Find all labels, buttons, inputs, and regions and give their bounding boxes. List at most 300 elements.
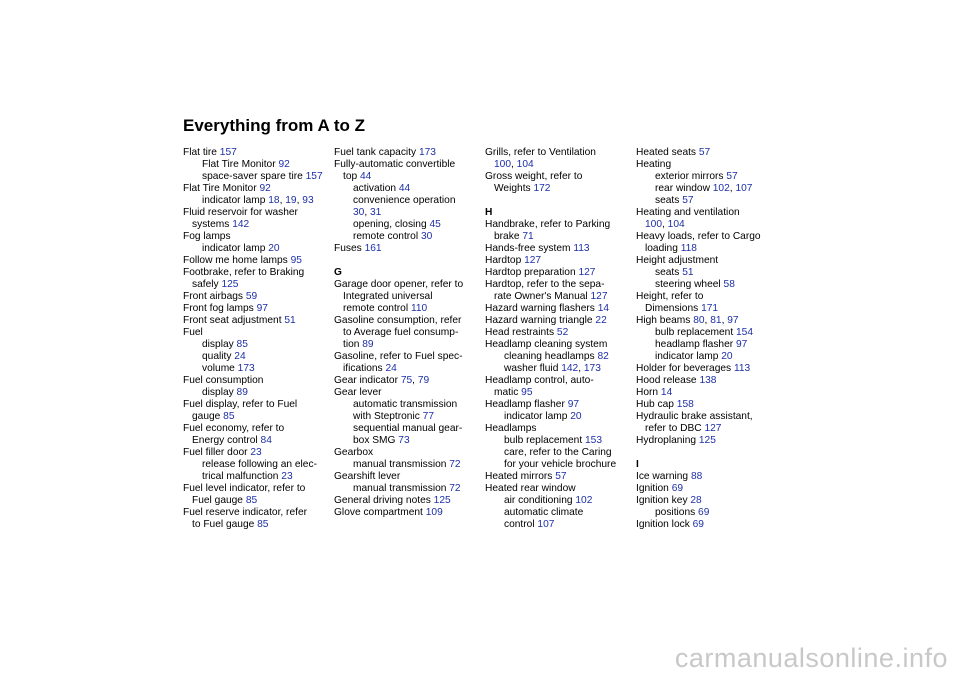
page-reference-link[interactable]: 125 [698,435,716,446]
index-subentry [485,459,627,471]
index-entry-continuation [636,243,778,255]
entry-text: space-saver spare tire [202,171,306,182]
index-entry [485,255,627,267]
entry-text: Gasoline, refer to Fuel spec- [334,351,463,362]
entry-text: Gear lever [334,387,382,398]
page-reference-link[interactable]: 77 [422,411,434,422]
index-subentry [183,471,325,483]
index-entry [485,171,627,183]
page-reference-link[interactable]: 75 [400,375,413,386]
page-reference-link[interactable]: 171 [701,303,719,314]
index-subentry [183,171,325,183]
entry-text: Hands-free system [485,243,574,254]
index-subentry [636,195,778,207]
index-entry [334,351,476,363]
page-reference-link[interactable]: 95 [290,255,302,266]
section-letter: G [334,267,342,278]
entry-text: sequential manual gear- [353,423,463,434]
index-entry [636,471,778,483]
entry-text: Hazard warning flashers [485,303,598,314]
page-reference-link[interactable]: 81 [710,315,722,326]
index-entry [636,147,778,159]
page-reference-link[interactable]: 138 [699,375,717,386]
entry-text: Fuel tank capacity [334,147,419,158]
entry-text: Weights [494,183,534,194]
index-column-3 [485,147,627,531]
entry-text: Height adjustment [636,255,719,266]
index-entry [183,267,325,279]
index-entry-continuation [334,303,476,315]
index-subentry [334,399,476,411]
entry-text: Hydraulic brake assistant, [636,411,753,422]
index-entry [636,207,778,219]
entry-text: exterior mirrors [655,171,727,182]
entry-text: Flat Tire Monitor [202,159,279,170]
entry-text: Flat Tire Monitor [183,183,260,194]
entry-text: Fuel display, refer to Fuel [183,399,298,410]
index-entry-continuation [334,291,476,303]
page-reference-link[interactable]: 97 [256,303,268,314]
entry-text: positions [655,507,699,518]
page-reference-link[interactable]: 52 [556,327,569,338]
page-reference-link[interactable]: 69 [671,483,684,494]
page-reference-link[interactable]: 142 [561,363,579,374]
index-entry [485,147,627,159]
page-reference-link[interactable]: 85 [245,495,258,506]
page-reference-link[interactable]: 95 [521,387,533,398]
entry-text: remote control [343,303,411,314]
index-entry-continuation [636,303,778,315]
index-subentry [183,159,325,171]
entry-text: Head restraints [485,327,557,338]
entry-text: Fog lamps [183,231,231,242]
entry-text: Hardtop, refer to the sepa- [485,279,605,290]
entry-text: bulb replacement [655,327,736,338]
index-entry [334,243,476,255]
index-subentry [636,279,778,291]
page-reference-link[interactable]: 127 [704,423,722,434]
index-column-2 [334,147,476,519]
index-subentry [334,219,476,231]
page-reference-link[interactable]: 31 [370,207,382,218]
entry-text: Hardtop [485,255,525,266]
entry-text: automatic climate [504,507,584,518]
page-reference-link[interactable]: 51 [284,315,296,326]
page-reference-link[interactable]: 51 [682,267,694,278]
index-entry [334,507,476,519]
section-spacer [334,255,476,267]
page-reference-link[interactable]: 154 [735,327,753,338]
entry-text: Fuel consumption [183,375,264,386]
index-entry [485,303,627,315]
index-entry [485,315,627,327]
index-subentry [636,339,778,351]
index-subentry [334,483,476,495]
entry-text: Heating and ventilation [636,207,740,218]
entry-text: safely [192,279,222,290]
page-reference-link[interactable]: 93 [302,195,314,206]
index-entry [485,279,627,291]
page-reference-link[interactable]: 28 [690,495,702,506]
index-entry [334,279,476,291]
index-entry [636,255,778,267]
index-entry [183,291,325,303]
page-reference-link[interactable]: 113 [733,363,751,374]
page-reference-link[interactable]: 104 [516,159,534,170]
entry-text: Heated rear window [485,483,576,494]
index-entry [636,519,778,531]
page-reference-link[interactable]: 161 [364,243,382,254]
entry-text: manual transmission [353,459,450,470]
page-reference-link[interactable]: 125 [433,495,451,506]
entry-text: trical malfunction [202,471,282,482]
entry-text: remote control [353,231,421,242]
page-reference-link[interactable]: 102 [712,183,730,194]
entry-text: Hardtop preparation [485,267,579,278]
index-subentry: washer fluid 142, 173 [504,363,601,374]
page-reference-link[interactable]: 173 [418,147,436,158]
entry-text: care, refer to the Caring [504,447,612,458]
page-reference-link[interactable]: 82 [597,351,609,362]
index-entry [183,507,325,519]
index-entry [183,303,325,315]
page-reference-link[interactable]: 73 [398,435,410,446]
index-entry-continuation [485,231,627,243]
index-entry-continuation: 100, 104 [494,159,534,170]
page-reference-link[interactable]: 23 [250,447,262,458]
index-entry [485,471,627,483]
page-reference-link[interactable]: 44 [360,171,372,182]
page-reference-link[interactable]: 20 [268,243,280,254]
page-reference-link[interactable]: 30 [353,207,365,218]
entry-text: box SMG [353,435,399,446]
index-subentry: 30, 31 [353,207,382,218]
page-reference-link[interactable]: 19 [285,195,297,206]
page-reference-link[interactable]: 84 [260,435,272,446]
entry-text: Hazard warning triangle [485,315,596,326]
page-reference-link[interactable]: 142 [232,219,250,230]
index-subentry [334,459,476,471]
entry-text: Fuel reserve indicator, refer [183,507,308,518]
page-reference-link[interactable]: 69 [692,519,704,530]
index-subentry [636,171,778,183]
index-entry [183,183,325,195]
entry-text: Ice warning [636,471,691,482]
index-subentry [334,411,476,423]
index-subentry [485,507,627,519]
entry-text: activation [353,183,399,194]
entry-text: Fuel filler door [183,447,251,458]
index-subentry [485,447,627,459]
entry-text: Heating [636,159,672,170]
entry-text: Horn [636,387,661,398]
entry-text: headlamp flasher [655,339,736,350]
page-reference-link[interactable]: 100 [645,219,662,230]
index-entry-continuation [183,519,325,531]
index-entry [636,411,778,423]
page-reference-link[interactable]: 85 [223,411,235,422]
entry-text: indicator lamp [504,411,571,422]
entry-text: Hood release [636,375,700,386]
entry-text: Ignition lock [636,519,693,530]
entry-text: washer fluid [504,363,562,374]
section-letter: H [485,207,493,218]
index-subentry [334,231,476,243]
entry-text: Footbrake, refer to Braking [183,267,305,278]
entry-text: Grills, refer to Ventilation [485,147,596,158]
index-entry-continuation [334,171,476,183]
page-reference-link[interactable]: 88 [690,471,703,482]
page-reference-link[interactable]: 20 [721,351,733,362]
entry-text: Energy control [192,435,261,446]
entry-text: indicator lamp [202,243,269,254]
page-reference-link[interactable]: 127 [524,255,542,266]
index-entry [183,327,325,339]
page-reference-link[interactable]: 109 [425,507,443,518]
entry-text: Gearbox [334,447,374,458]
page-reference-link[interactable]: 125 [221,279,239,290]
entry-text: refer to DBC [645,423,705,434]
index-entry-continuation [183,411,325,423]
page-reference-link[interactable]: 100 [494,159,511,170]
index-entry [636,387,778,399]
entry-text: volume [202,363,238,374]
page-reference-link[interactable]: 22 [595,315,607,326]
index-subentry [183,387,325,399]
page-reference-link[interactable]: 92 [259,183,271,194]
entry-text: cleaning headlamps [504,351,598,362]
entry-text: Gasoline consumption, refer [334,315,462,326]
page-reference-link[interactable]: 14 [660,387,673,398]
page-reference-link[interactable]: 24 [234,351,246,362]
page-reference-link[interactable]: 24 [385,363,397,374]
entry-text: Handbrake, refer to Parking [485,219,611,230]
index-entry-continuation [334,363,476,375]
index-subentry [183,339,325,351]
page-reference-link[interactable]: 97 [735,339,748,350]
index-entry-continuation [183,279,325,291]
entry-text: automatic transmission [353,399,458,410]
index-subentry [334,195,476,207]
index-entry-continuation: 100, 104 [645,219,685,230]
entry-text: bulb replacement [504,435,585,446]
page-reference-link[interactable]: 157 [219,147,237,158]
page-reference-link[interactable]: 44 [398,183,411,194]
page-reference-link[interactable]: 58 [723,279,735,290]
entry-text: Height, refer to [636,291,704,302]
page-reference-link[interactable]: 57 [682,195,694,206]
page-reference-link[interactable]: 69 [698,507,710,518]
index-entry-continuation [334,327,476,339]
page-reference-link[interactable]: 89 [236,387,248,398]
entry-text: steering wheel [655,279,724,290]
index-entry-continuation [485,387,627,399]
entry-text: Ignition key [636,495,691,506]
page-reference-link[interactable]: 113 [573,243,590,254]
entry-text: indicator lamp [202,195,269,206]
page-reference-link[interactable]: 92 [278,159,290,170]
entry-text: with Steptronic [353,411,423,422]
entry-text: Dimensions [645,303,702,314]
page-reference-link[interactable]: 71 [522,231,534,242]
entry-text: rate Owner's Manual [494,291,591,302]
entry-text: Fuel economy, refer to [183,423,285,434]
index-subentry [183,459,325,471]
index-entry [334,447,476,459]
section-spacer [636,447,778,459]
entry-text: matic [494,387,522,398]
page-reference-link[interactable]: 89 [362,339,374,350]
page-reference-link[interactable]: 72 [449,459,461,470]
page-reference-link[interactable]: 102 [575,495,593,506]
index-entry-continuation [183,219,325,231]
entry-text: Front fog lamps [183,303,257,314]
entry-text: High beams [636,315,694,326]
page-reference-link[interactable]: 110 [410,303,428,314]
index-entry [334,387,476,399]
entry-text: Holder for beverages [636,363,734,374]
index-entry-continuation [636,423,778,435]
index-entry [183,399,325,411]
index-subentry [485,495,627,507]
index-entry [334,471,476,483]
page-reference-link[interactable]: 173 [237,363,255,374]
entry-text: systems [192,219,233,230]
index-subentry [636,327,778,339]
index-subentry [636,507,778,519]
index-entry [183,423,325,435]
index-subentry [183,243,325,255]
index-entry [636,495,778,507]
entry-text: Hub cap [636,399,677,410]
index-entry [334,147,476,159]
entry-text: Headlamp flasher [485,399,568,410]
index-entry-continuation [485,291,627,303]
entry-text: top [343,171,360,182]
entry-text: Headlamp cleaning system [485,339,608,350]
entry-text: Ignition [636,483,672,494]
entry-text: to Fuel gauge [192,519,258,530]
page-reference-link[interactable]: 23 [281,471,293,482]
section-spacer [485,195,627,207]
entry-text: Fuel [183,327,203,338]
entry-text: Fuses [334,243,365,254]
index-entry [485,339,627,351]
index-subentry [183,363,325,375]
page-reference-link[interactable]: 85 [236,339,248,350]
entry-text: Heated seats [636,147,699,158]
page-reference-link[interactable]: 97 [567,399,580,410]
page-reference-link[interactable]: 173 [583,363,601,374]
entry-text: Fully-automatic convertible [334,159,456,170]
page-reference-link[interactable]: 172 [533,183,551,194]
index-entry [183,207,325,219]
index-entry [636,291,778,303]
index-subentry [183,351,325,363]
entry-text: seats [655,195,683,206]
page-reference-link[interactable]: 59 [245,291,258,302]
page-reference-link[interactable]: 127 [578,267,596,278]
page-reference-link[interactable]: 20 [570,411,582,422]
index-entry [485,219,627,231]
index-subentry: indicator lamp 18, 19, 93 [202,195,314,206]
index-entry [485,327,627,339]
page-reference-link[interactable]: 153 [584,435,602,446]
page-reference-link[interactable]: 107 [735,183,753,194]
page-reference-link[interactable]: 85 [257,519,269,530]
entry-text: for your vehicle brochure [504,459,617,470]
entry-text: indicator lamp [655,351,722,362]
entry-text: ifications [343,363,386,374]
page-reference-link[interactable]: 45 [429,219,441,230]
page-reference-link[interactable]: 30 [420,231,433,242]
index-subentry [636,267,778,279]
index-entry: High beams 80, 81, 97 [636,315,739,326]
index-entry [183,255,325,267]
entry-text: Integrated universal [343,291,433,302]
index-subentry [334,423,476,435]
entry-text: Garage door opener, refer to [334,279,464,290]
watermark: carmanualsonline.info [674,643,948,673]
page-reference-link[interactable]: 158 [676,399,694,410]
page-reference-link[interactable]: 157 [305,171,323,182]
index-entry [485,375,627,387]
index-subentry [334,435,476,447]
index-entry [636,231,778,243]
entry-text: gauge [192,411,224,422]
index-subentry [485,351,627,363]
index-entry [485,399,627,411]
page-reference-link[interactable]: 127 [590,291,608,302]
page-reference-link[interactable]: 104 [667,219,685,230]
page-reference-link[interactable]: 107 [537,519,555,530]
entry-text: tion [343,339,363,350]
index-entry [183,315,325,327]
entry-text: Hydroplaning [636,435,699,446]
page-reference-link[interactable]: 57 [726,171,738,182]
section-letter: I [636,459,639,470]
index-entry [485,267,627,279]
page-reference-link[interactable]: 57 [555,471,567,482]
page-reference-link[interactable]: 18 [268,195,280,206]
page-reference-link[interactable]: 79 [417,375,430,386]
index-entry [636,363,778,375]
entry-text: Glove compartment [334,507,426,518]
entry-text: Gear indicator [334,375,401,386]
index-subentry: rear window 102, 107 [655,183,753,194]
page-reference-link[interactable]: 14 [597,303,610,314]
entry-text: Heavy loads, refer to Cargo [636,231,761,242]
index-entry [334,315,476,327]
page-reference-link[interactable]: 72 [449,483,461,494]
entry-text: to Average fuel consump- [343,327,459,338]
index-entry [636,399,778,411]
entry-text: General driving notes [334,495,434,506]
entry-text: Flat tire [183,147,220,158]
entry-text: Heated mirrors [485,471,556,482]
index-entry [485,243,627,255]
index-subentry [636,351,778,363]
entry-text: Fluid reservoir for washer [183,207,298,218]
index-entry [636,483,778,495]
page-reference-link[interactable]: 118 [680,243,697,254]
page-title: Everything from A to Z [183,116,365,135]
page-reference-link[interactable]: 57 [698,147,711,158]
page-reference-link[interactable]: 97 [727,315,739,326]
entry-text: Follow me home lamps [183,255,291,266]
page-reference-link[interactable]: 80 [693,315,705,326]
index-entry [636,159,778,171]
